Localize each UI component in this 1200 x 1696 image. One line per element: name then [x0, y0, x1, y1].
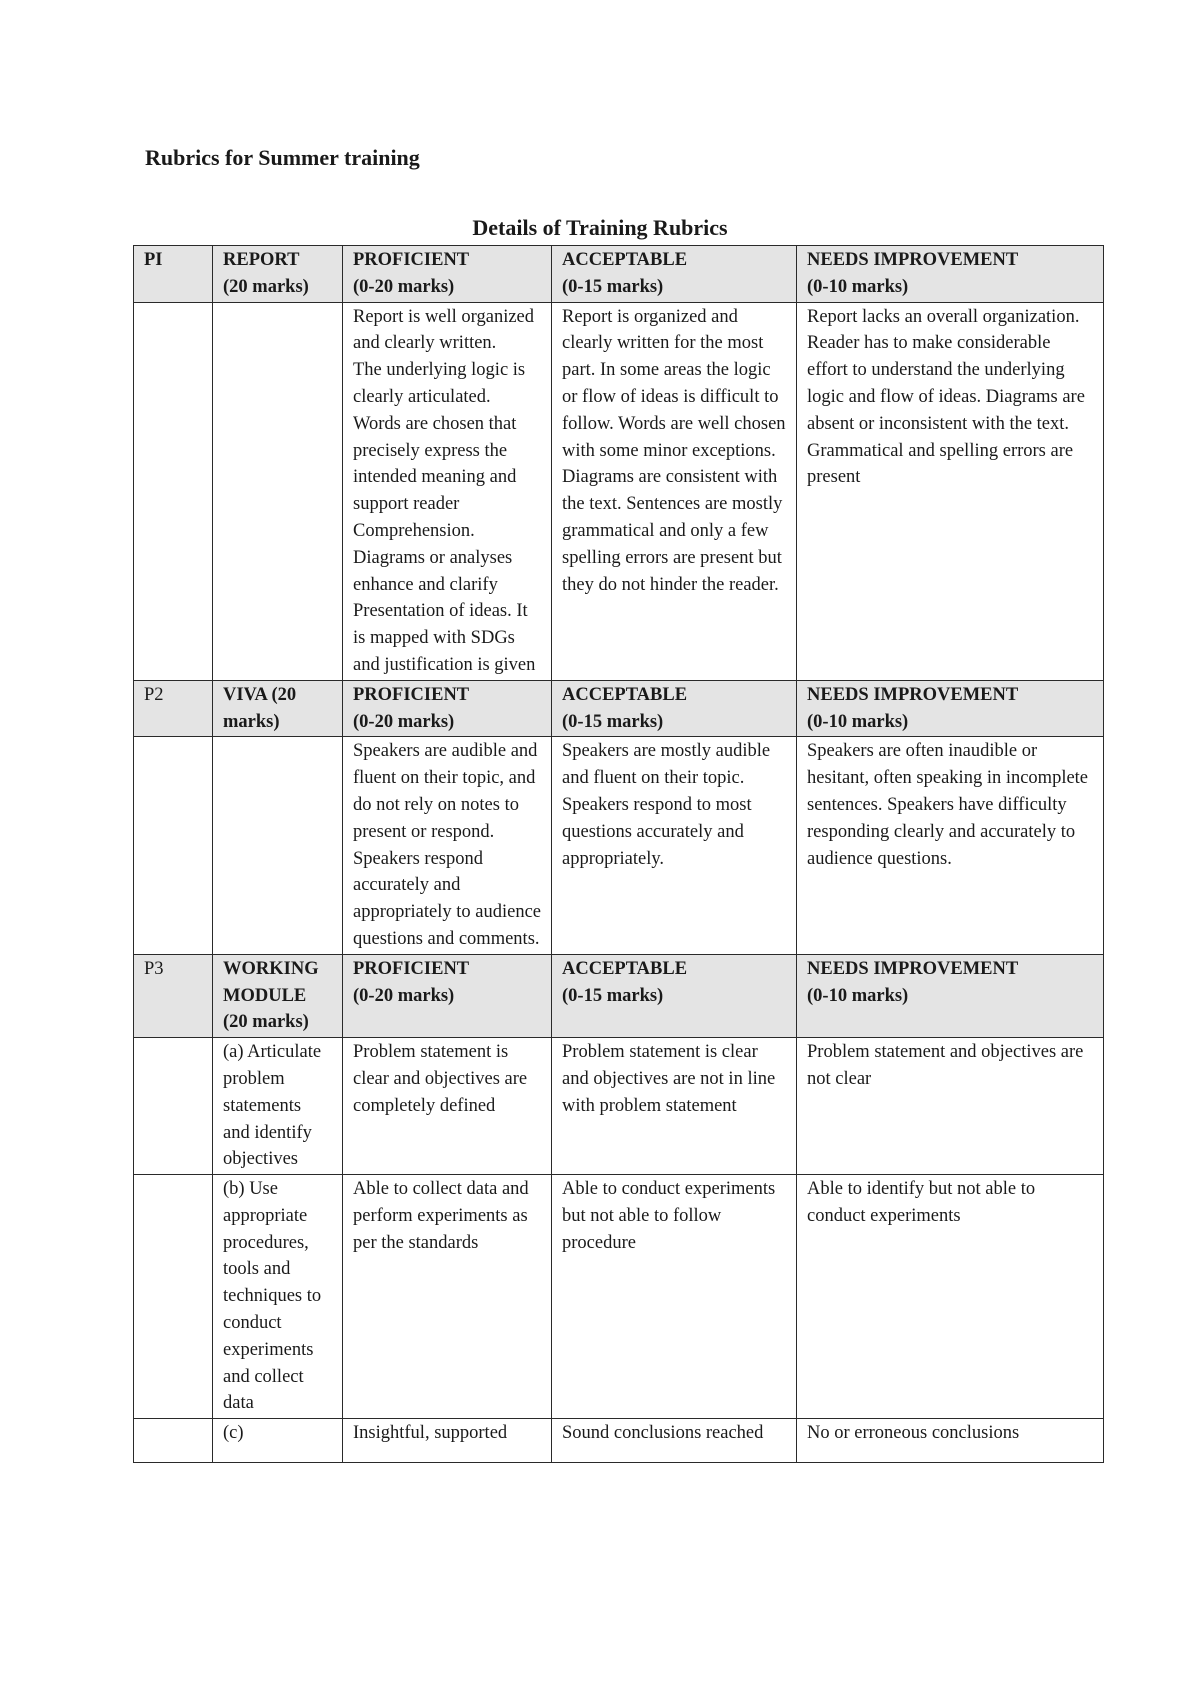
- table-row: [134, 1419, 1104, 1463]
- header-proficient: PROFICIENT (0-20 marks): [343, 954, 552, 1037]
- pi-cell: PI: [134, 246, 213, 303]
- proficient-cell: Insightful, supported: [343, 1419, 552, 1463]
- criterion-cell: VIVA (20 marks): [213, 680, 343, 737]
- acceptable-cell: Able to conduct experiments but not able to follow procedure: [552, 1175, 797, 1419]
- header-needs-improvement: NEEDS IMPROVEMENT (0-10 marks): [797, 680, 1104, 737]
- header-needs-improvement: NEEDS IMPROVEMENT (0-10 marks): [797, 954, 1104, 1037]
- document-title: Rubrics for Summer training: [145, 145, 420, 170]
- pi-cell: [134, 737, 213, 954]
- header-acceptable: ACCEPTABLE (0-15 marks): [552, 246, 797, 303]
- proficient-cell: Report is well organized and clearly written. The underlying logic is clearly articulated. Words are chosen that precisely express the intended meaning and support reader Comprehension. Diagrams or analyses enhance and clarify Presentation of ideas. It is mapped with SDGs and justification is given: [343, 302, 552, 680]
- criterion-label-cell: [213, 302, 343, 680]
- header-acceptable: ACCEPTABLE (0-15 marks): [552, 680, 797, 737]
- table-row: [134, 1038, 1104, 1175]
- acceptable-cell: Problem statement is clear and objectives are not in line with problem statement: [552, 1038, 797, 1175]
- pi-cell: P3: [134, 954, 213, 1037]
- header-acceptable: ACCEPTABLE (0-15 marks): [552, 954, 797, 1037]
- proficient-cell: Problem statement is clear and objectives are completely defined: [343, 1038, 552, 1175]
- criterion-label-cell: (c): [213, 1419, 343, 1463]
- needs-improvement-cell: No or erroneous conclusions: [797, 1419, 1104, 1463]
- table-row: [134, 302, 1104, 680]
- criterion-cell: WORKING MODULE (20 marks): [213, 954, 343, 1037]
- header-proficient: PROFICIENT (0-20 marks): [343, 680, 552, 737]
- acceptable-cell: Report is organized and clearly written for the most part. In some areas the logic or flow of ideas is difficult to follow. Words are well chosen with some minor exceptions. Diagrams are consistent with the text. Sentences are mostly grammatical and only a few spelling errors are present but they do not hinder the reader.: [552, 302, 797, 680]
- pi-cell: [134, 1419, 213, 1463]
- section-header-row: [134, 954, 1104, 1037]
- pi-cell: [134, 302, 213, 680]
- table-row: [134, 737, 1104, 954]
- pi-cell: [134, 1038, 213, 1175]
- criterion-label-cell: (a) Articulate problem statements and identify objectives: [213, 1038, 343, 1175]
- pi-cell: P2: [134, 680, 213, 737]
- acceptable-cell: Speakers are mostly audible and fluent on their topic. Speakers respond to most questions accurately and appropriately.: [552, 737, 797, 954]
- table-caption: Details of Training Rubrics: [472, 215, 728, 240]
- proficient-cell: Able to collect data and perform experiments as per the standards: [343, 1175, 552, 1419]
- pi-cell: [134, 1175, 213, 1419]
- needs-improvement-cell: Report lacks an overall organization. Reader has to make considerable effort to understand the underlying logic and flow of ideas. Diagrams are absent or inconsistent with the text. Grammatical and spelling errors are present: [797, 302, 1104, 680]
- header-needs-improvement: NEEDS IMPROVEMENT (0-10 marks): [797, 246, 1104, 303]
- section-header-row: [134, 246, 1104, 303]
- proficient-cell: Speakers are audible and fluent on their topic, and do not rely on notes to present or respond. Speakers respond accurately and appropriately to audience questions and comments.: [343, 737, 552, 954]
- rubric-table: [133, 245, 1104, 1463]
- needs-improvement-cell: Speakers are often inaudible or hesitant, often speaking in incomplete sentences. Speakers have difficulty responding clearly and accurately to audience questions.: [797, 737, 1104, 954]
- needs-improvement-cell: Problem statement and objectives are not clear: [797, 1038, 1104, 1175]
- acceptable-cell: Sound conclusions reached: [552, 1419, 797, 1463]
- header-proficient: PROFICIENT (0-20 marks): [343, 246, 552, 303]
- criterion-label-cell: [213, 737, 343, 954]
- criterion-label-cell: (b) Use appropriate procedures, tools and techniques to conduct experiments and collect data: [213, 1175, 343, 1419]
- table-row: [134, 1175, 1104, 1419]
- needs-improvement-cell: Able to identify but not able to conduct experiments: [797, 1175, 1104, 1419]
- section-header-row: [134, 680, 1104, 737]
- criterion-cell: REPORT (20 marks): [213, 246, 343, 303]
